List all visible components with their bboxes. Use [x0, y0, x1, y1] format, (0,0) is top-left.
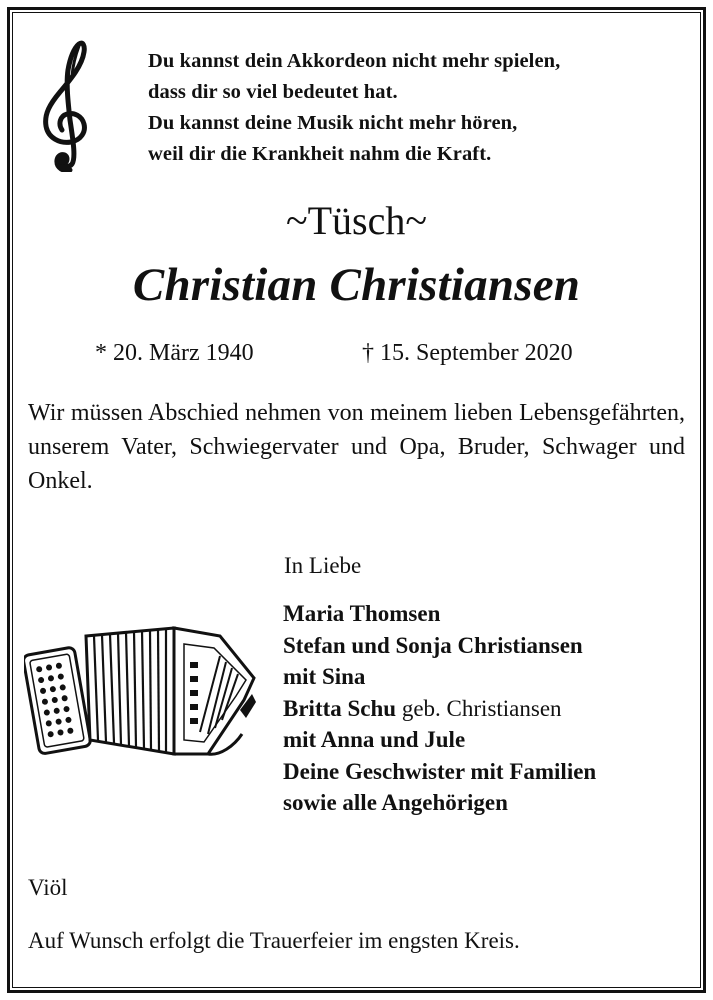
announcement-text: Wir müssen Abschied nehmen von meinem lieben Lebensgefährten, unserem Vater, Schwiegervater und Opa, Bruder, Schwager und Onkel.: [28, 400, 685, 494]
signature-line: mit Anna und Jule: [283, 727, 466, 752]
death-date: † 15. September 2020: [362, 340, 573, 366]
birth-date: * 20. März 1940: [95, 340, 254, 366]
deceased-name: Christian Christiansen: [132, 259, 581, 311]
poem-line: Du kannst dein Akkordeon nicht mehr spielen,: [148, 50, 561, 72]
signature-maiden-name: geb. Christiansen: [396, 695, 562, 721]
deceased-nickname: ~Tüsch~: [285, 198, 428, 243]
signature-line: Stefan und Sonja Christiansen: [283, 632, 583, 658]
poem-line: Du kannst deine Musik nicht mehr hören,: [148, 112, 518, 134]
signatures: [283, 598, 703, 819]
poem-line: dass dir so viel bedeutet hat.: [148, 81, 398, 103]
place-name: Viöl: [28, 875, 68, 900]
signature-line: sowie alle Angehörigen: [283, 790, 508, 815]
signature-line: mit Sina: [283, 664, 366, 689]
signature-line: Deine Geschwister mit Familien: [283, 758, 597, 784]
accordion-icon: [24, 622, 258, 762]
signature-line: [283, 693, 703, 725]
funeral-note: Auf Wunsch erfolgt die Trauerfeier im engsten Kreis.: [28, 928, 520, 953]
signature-name: Britta Schu: [283, 695, 397, 721]
treble-clef-icon: [40, 40, 92, 172]
poem: [148, 46, 693, 170]
signature-line: Maria Thomsen: [283, 601, 441, 626]
poem-line: weil dir die Krankheit nahm die Kraft.: [148, 143, 492, 165]
closing-text: In Liebe: [284, 553, 362, 578]
